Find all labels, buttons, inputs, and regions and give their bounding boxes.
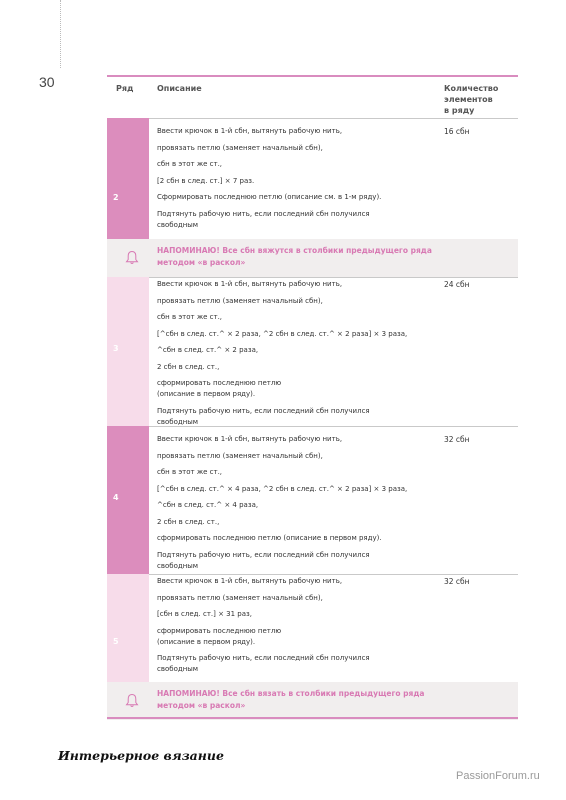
row-divider <box>149 277 518 278</box>
table-top-rule <box>107 75 518 77</box>
reminder-label: НАПОМИНАЮ! <box>157 246 220 255</box>
book-title: Интерьерное вязание <box>58 748 224 763</box>
description-line: [^сбн в след. ст.^ × 2 раза, ^2 сбн в след. ст.^ × 2 раза] × 3 раза, <box>157 329 408 338</box>
description-line: (описание в первом ряду). <box>157 637 256 646</box>
description-line: ^сбн в след. ст.^ × 4 раза, <box>157 501 259 509</box>
description-line: (описание в первом ряду). <box>157 390 256 398</box>
description-line: свободным <box>157 561 199 570</box>
description-line: [2 сбн в след. ст.] × 7 раз. <box>157 176 255 185</box>
description-line: Подтянуть рабочую нить, если последний сбн получился <box>157 550 370 559</box>
bell-icon <box>125 693 139 708</box>
row-count: 32 сбн <box>444 577 470 586</box>
header-count-line: Количество <box>444 84 499 93</box>
description-line: свободным <box>157 220 199 229</box>
description-line: 2 сбн в след. ст., <box>157 362 220 371</box>
description-line: провязать петлю (заменяет начальный сбн), <box>157 296 323 305</box>
row-count: 24 сбн <box>444 280 470 289</box>
table-bottom-rule <box>107 717 518 719</box>
row-divider <box>149 426 518 427</box>
row-number: 2 <box>113 193 119 202</box>
row-number: 5 <box>113 637 119 646</box>
margin-dotted-line <box>60 0 61 68</box>
description-line: 2 сбн в след. ст., <box>157 517 220 526</box>
description-line: провязать петлю (заменяет начальный сбн), <box>157 451 323 460</box>
description-line: сформировать последнюю петлю <box>157 379 282 387</box>
reminder-text <box>157 245 467 269</box>
row-number-cell <box>107 277 149 426</box>
reminder-line: методом «в раскол» <box>157 258 246 267</box>
reminder-box <box>107 239 518 277</box>
header-count-line: в ряду <box>444 106 475 115</box>
header-count-line: элементов <box>444 95 493 104</box>
row-divider <box>149 118 518 119</box>
description-line: Подтянуть рабочую нить, если последний сбн получился <box>157 406 370 415</box>
row-count: 16 сбн <box>444 127 470 136</box>
reminder-box <box>107 682 518 720</box>
reminder-text <box>157 688 467 712</box>
description-line: [^сбн в след. ст.^ × 4 раза, ^2 сбн в след. ст.^ × 2 раза] × 3 раза, <box>157 484 408 493</box>
row-number: 3 <box>113 344 119 353</box>
row-count: 32 сбн <box>444 435 470 444</box>
description-line: Ввести крючок в 1-й сбн, вытянуть рабочую нить, <box>157 280 343 288</box>
header-description: Описание <box>157 84 202 93</box>
row-description <box>157 127 437 237</box>
description-line: Подтянуть рабочую нить, если последний сбн получился <box>157 209 370 218</box>
row-number: 4 <box>113 493 119 502</box>
row-description <box>157 577 437 682</box>
description-line: свободным <box>157 417 199 426</box>
page-number: 30 <box>39 74 55 90</box>
row-number-cell <box>107 574 149 682</box>
row-divider <box>149 574 518 575</box>
description-line: Ввести крючок в 1-й сбн, вытянуть рабочую нить, <box>157 435 343 443</box>
description-line: сбн в этот же ст., <box>157 160 223 168</box>
watermark: PassionForum.ru <box>456 770 540 782</box>
reminder-label: НАПОМИНАЮ! <box>157 689 220 698</box>
row-description <box>157 435 437 578</box>
description-line: Ввести крючок в 1-й сбн, вытянуть рабочую нить, <box>157 127 343 135</box>
header-count <box>444 83 514 116</box>
reminder-line: методом «в раскол» <box>157 701 246 710</box>
description-line: сбн в этот же ст., <box>157 468 223 476</box>
description-line: [сбн в след. ст.] × 31 раз, <box>157 610 252 618</box>
description-line: провязать петлю (заменяет начальный сбн), <box>157 143 323 152</box>
row-number-cell <box>107 118 149 239</box>
reminder-line: Все сбн вяжутся в столбики предыдущего ряда <box>219 246 432 255</box>
bell-icon <box>125 250 139 265</box>
description-line: сформировать последнюю петлю (описание в первом ряду). <box>157 534 382 542</box>
description-line: провязать петлю (заменяет начальный сбн), <box>157 593 323 602</box>
description-line: сформировать последнюю петлю <box>157 626 282 635</box>
description-line: ^сбн в след. ст.^ × 2 раза, <box>157 346 259 354</box>
header-row: Ряд <box>116 84 134 93</box>
description-line: Подтянуть рабочую нить, если последний сбн получился <box>157 654 370 662</box>
description-line: Сформировать последнюю петлю (описание см. в 1-м ряду). <box>157 193 382 201</box>
row-number-cell <box>107 426 149 574</box>
description-line: Ввести крючок в 1-й сбн, вытянуть рабочую нить, <box>157 577 343 585</box>
description-line: сбн в этот же ст., <box>157 313 223 321</box>
description-line: свободным <box>157 665 199 673</box>
row-description <box>157 280 437 434</box>
reminder-line: Все сбн вязать в столбики предыдущего ряда <box>219 689 425 698</box>
